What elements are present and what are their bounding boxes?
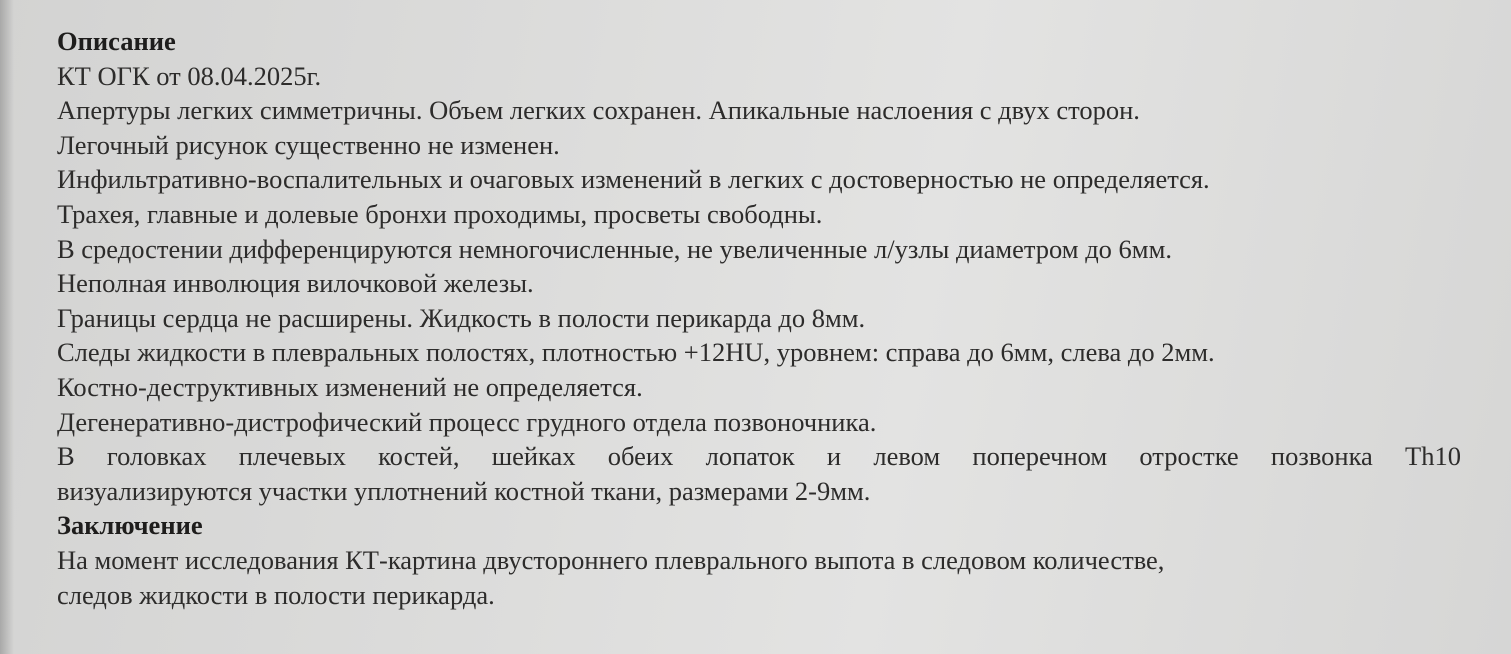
report-line: Следы жидкости в плевральных полостях, плотностью +12HU, уровнем: справа до 6мм, слева до 2мм. <box>57 337 1215 368</box>
report-line: Трахея, главные и долевые бронхи проходимы, просветы свободны. <box>57 198 823 229</box>
report-line: В средостении дифференцируются немногочисленные, не увеличенные л/узлы диаметром до 6мм. <box>57 233 1172 264</box>
report-line: Дегенеративно-дистрофический процесс грудного отдела позвоночника. <box>57 406 877 437</box>
conclusion-section <box>57 508 1477 612</box>
report-line: Инфильтративно-воспалительных и очаговых изменений в легких с достоверностью не определяется. <box>57 164 1210 195</box>
report-line: Границы сердца не расширены. Жидкость в полости перикарда до 8мм. <box>57 302 866 333</box>
report-line: Апертуры легких симметричны. Объем легких сохранен. Апикальные наслоения с двух сторон. <box>57 95 1140 126</box>
description-heading: Описание <box>57 26 176 56</box>
report-line: Неполная инволюция вилочковой железы. <box>57 268 534 299</box>
conclusion-line: следов жидкости в полости перикарда. <box>57 579 495 610</box>
report-line: КТ ОГК от 08.04.2025г. <box>57 60 322 91</box>
report-line: Костно-деструктивных изменений не определяется. <box>57 371 643 402</box>
report-line: визуализируются участки уплотнений костной ткани, размерами 2-9мм. <box>57 475 871 506</box>
page-edge-shadow <box>0 0 14 654</box>
ct-report <box>57 24 1477 612</box>
conclusion-line: На момент исследования КТ-картина двустороннего плеврального выпота в следовом количестве, <box>57 544 1165 575</box>
report-line: Легочный рисунок существенно не изменен. <box>57 129 560 160</box>
conclusion-heading: Заключение <box>57 510 203 541</box>
report-line: В головках плечевых костей, шейках обеих лопаток и левом поперечном отростке позвонка Th10 <box>57 441 1461 472</box>
description-section <box>57 24 1477 508</box>
